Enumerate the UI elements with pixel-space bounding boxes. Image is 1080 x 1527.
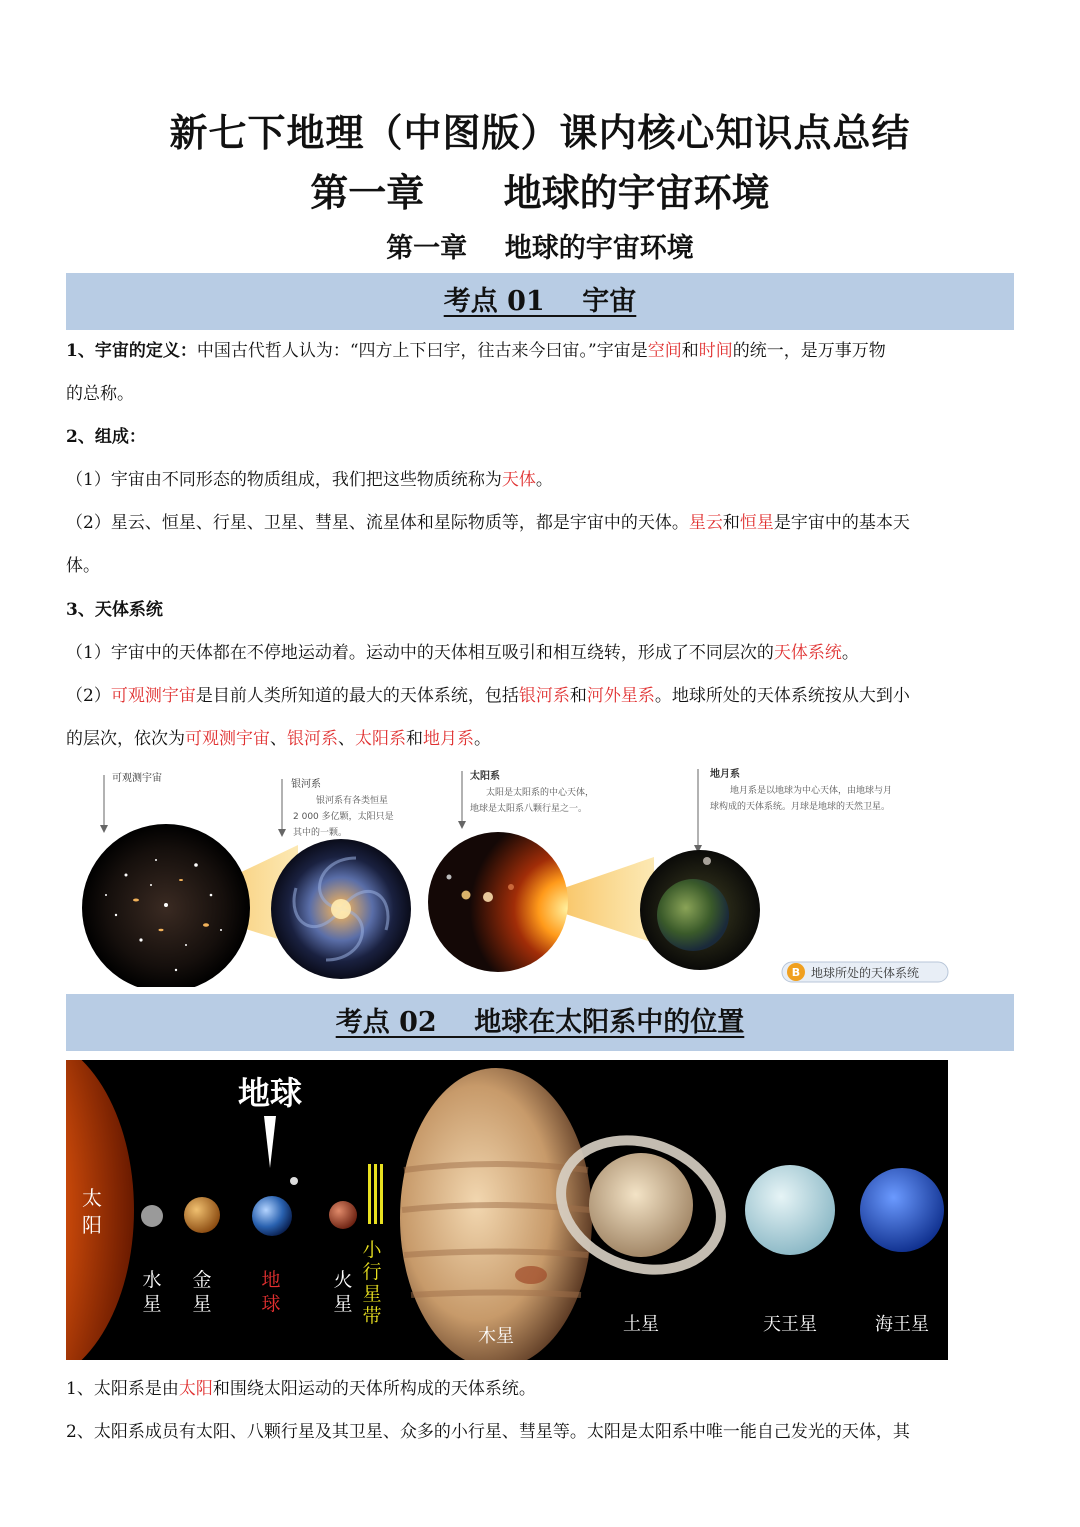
para-composition-label — [66, 416, 1014, 459]
text: （1）宇宙由不同形态的物质组成，我们把这些物质统称为 — [66, 470, 502, 490]
label-solar-system: 太阳系 — [470, 771, 500, 782]
label-sun-1: 太 — [82, 1186, 102, 1210]
text: 。 — [535, 470, 553, 490]
text: 和 — [569, 686, 587, 706]
galaxy-desc-line2: 2 000 多亿颗，太阳只是 — [293, 812, 394, 822]
para-solar-system-members — [66, 1411, 1014, 1454]
keyword-star: 恒星 — [739, 513, 774, 533]
label-mercury-2: 星 — [142, 1293, 162, 1315]
para-system-2 — [66, 675, 1014, 761]
keyword-space: 空间 — [647, 341, 682, 361]
label-milky-way: 银河系 — [291, 779, 321, 790]
text: 和 — [406, 729, 423, 749]
section-heading-02 — [66, 994, 1014, 1051]
arrow-head — [278, 829, 286, 837]
mercury-image — [141, 1205, 163, 1227]
text: （2） — [66, 686, 111, 706]
mars-image — [329, 1201, 357, 1229]
label-earth-1: 地 — [261, 1269, 281, 1291]
text: 、 — [270, 729, 287, 749]
figure-caption: 地球所处的天体系统 — [811, 966, 920, 980]
label-mercury-1: 水 — [142, 1269, 162, 1291]
label-system: 3、天体系统 — [66, 600, 163, 620]
moon-dot — [703, 857, 711, 865]
text: 。地球所处的天体系统按从大到小 — [654, 686, 910, 706]
text: 中国古代哲人认为：“四方上下曰宇，往古来今曰宙。”宇宙是 — [196, 341, 648, 361]
para-solar-system-def — [66, 1368, 1014, 1411]
section-heading-01-text: 考点 01 宇宙 — [443, 286, 637, 317]
galaxy-desc-line3: 其中的一颗。 — [293, 828, 348, 838]
keyword-observable-universe: 可观测宇宙 — [110, 686, 196, 706]
neptune-image — [860, 1168, 944, 1252]
label-belt-1: 小 — [362, 1239, 382, 1261]
asteroid-belt — [368, 1164, 383, 1224]
text: 的层次，依次为 — [66, 729, 185, 749]
label-belt-3: 星 — [362, 1283, 382, 1305]
chapter-title: 第一章 地球的宇宙环境 — [310, 170, 770, 215]
keyword-time: 时间 — [698, 341, 733, 361]
keyword-celestial-system: 天体系统 — [773, 643, 842, 663]
figure-solar-system-svg — [66, 1060, 948, 1360]
label-definition: 1、宇宙的定义： — [66, 341, 197, 361]
section-heading-01 — [66, 273, 1014, 330]
earth-image — [252, 1196, 292, 1236]
earth-pointer — [264, 1116, 276, 1168]
arrow-head — [100, 825, 108, 833]
label-saturn: 土星 — [623, 1314, 659, 1335]
text: 、 — [338, 729, 355, 749]
document-title: 新七下地理（中图版）课内核心知识点总结 — [169, 110, 911, 155]
label-earth-big: 地球 — [237, 1074, 303, 1112]
para-composition-1 — [66, 459, 1014, 502]
arrow-head — [458, 821, 466, 829]
uranus-image — [745, 1165, 835, 1255]
label-belt-2: 行 — [362, 1261, 382, 1283]
keyword-milky-way: 银河系 — [287, 729, 338, 749]
text: 是宇宙中的基本天 — [773, 513, 910, 533]
para-system-1 — [66, 632, 1014, 675]
para-system-label — [66, 589, 1014, 632]
text: 的统一，是万事万物 — [732, 341, 886, 361]
keyword-nebula: 星云 — [688, 513, 723, 533]
label-earth-2: 球 — [261, 1293, 281, 1315]
text: 和围绕太阳运动的天体所构成的天体系统。 — [212, 1379, 536, 1399]
keyword-milky-way: 银河系 — [518, 686, 570, 706]
text: 是目前人类所知道的最大的天体系统，包括 — [195, 686, 519, 706]
label-composition: 2、组成： — [66, 427, 146, 447]
text: 的总称。 — [66, 384, 134, 404]
figure-solar-system-planets — [66, 1060, 948, 1360]
text: （1）宇宙中的天体都在不停地运动着。运动中的天体相互吸引和相互绕转，形成了不同层次的 — [66, 643, 774, 663]
label-venus-2: 星 — [192, 1293, 212, 1315]
planet-dot — [447, 875, 452, 880]
section-heading-02-text: 考点 02 地球在太阳系中的位置 — [335, 1007, 745, 1038]
text: 2、太阳系成员有太阳、八颗行星及其卫星、众多的小行星、彗星等。太阳是太阳系中唯一能自己发光的天体，其 — [66, 1422, 910, 1442]
planet-dot — [462, 891, 471, 900]
solar-desc-line1: 太阳是太阳系的中心天体， — [486, 788, 595, 798]
text: 和 — [681, 341, 699, 361]
label-belt-4: 带 — [362, 1305, 382, 1327]
keyword-solar-system: 太阳系 — [355, 729, 406, 749]
figure-celestial-systems — [66, 765, 956, 987]
label-earth-moon-system: 地月系 — [710, 769, 740, 780]
label-mars-2: 星 — [333, 1293, 353, 1315]
figure-celestial-systems-svg — [66, 765, 956, 987]
keyword-sun: 太阳 — [178, 1379, 213, 1399]
galaxy-desc-line1: 银河系有各类恒星 — [316, 796, 389, 806]
label-observable-universe: 可观测宇宙 — [112, 773, 162, 784]
keyword-extragalactic: 河外星系 — [586, 686, 655, 706]
text: 体。 — [66, 556, 100, 576]
label-jupiter: 木星 — [478, 1326, 514, 1347]
text: 和 — [722, 513, 740, 533]
text: （2）星云、恒星、行星、卫星、彗星、流星体和星际物质等，都是宇宙中的天体。 — [66, 513, 689, 533]
earthmoon-desc-line2: 球构成的天体系统。月球是地球的天然卫星。 — [710, 802, 891, 812]
planet-dot — [483, 892, 493, 902]
image-solar-system — [428, 832, 568, 972]
para-universe-definition — [66, 330, 1014, 416]
planet-dot — [508, 884, 514, 890]
para-composition-2 — [66, 502, 1014, 588]
moon-image — [290, 1177, 298, 1185]
label-mars-1: 火 — [333, 1269, 353, 1291]
chapter-subtitle: 第一章 地球的宇宙环境 — [386, 233, 694, 264]
label-sun-2: 阳 — [82, 1213, 102, 1237]
keyword-celestial-body: 天体 — [501, 470, 536, 490]
label-neptune: 海王星 — [875, 1314, 929, 1335]
galaxy-core — [331, 899, 351, 919]
venus-image — [184, 1197, 220, 1233]
text: 。 — [474, 729, 491, 749]
great-red-spot — [515, 1266, 547, 1284]
caption-badge-letter: B — [791, 966, 801, 979]
label-uranus: 天王星 — [763, 1314, 817, 1335]
earth-globe — [657, 879, 729, 951]
keyword-earth-moon-system: 地月系 — [423, 729, 474, 749]
text: 。 — [841, 643, 859, 663]
keyword-observable-universe: 可观测宇宙 — [185, 729, 270, 749]
solar-desc-line2: 地球是太阳系八颗行星之一。 — [470, 804, 588, 814]
earthmoon-desc-line1: 地月系是以地球为中心天体，由地球与月 — [730, 786, 893, 796]
text: 1、太阳系是由 — [66, 1379, 179, 1399]
sun-image — [66, 1060, 134, 1360]
saturn-image — [589, 1153, 693, 1257]
label-venus-1: 金 — [192, 1269, 212, 1291]
